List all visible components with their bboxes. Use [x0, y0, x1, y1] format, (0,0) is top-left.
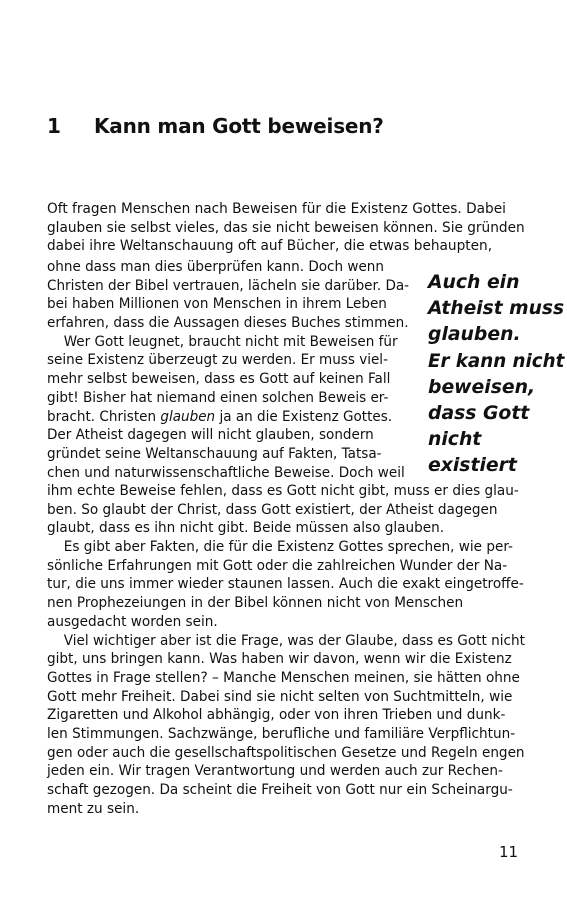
text-line: ihm echte Beweise fehlen, dass es Gott nicht gibt, muss er dies glau- — [47, 482, 519, 499]
text-line: glaubt, dass es ihn nicht gibt. Beide müssen also glauben. — [47, 519, 445, 537]
text-line: gibt, uns bringen kann. Was haben wir davon, wenn wir die Existenz — [47, 650, 512, 668]
text-line: bei haben Millionen von Menschen in ihrem Leben — [47, 295, 387, 313]
column-text — [47, 258, 437, 482]
text-line: ohne dass man dies überprüfen kann. Doch wenn — [47, 258, 384, 275]
text-line: ment zu sein. — [47, 799, 140, 817]
text-line: jeden ein. Wir tragen Verantwortung und werden auch zur Rechen- — [47, 762, 503, 780]
quote-line: Atheist muss — [428, 298, 565, 320]
text-line: Gott mehr Freiheit. Dabei sind sie nicht selten von Suchtmitteln, wie — [47, 687, 513, 705]
sidebar-quote — [428, 270, 563, 480]
text-line: dabei ihre Weltanschauung oft auf Bücher, die etwas behaupten, — [47, 237, 493, 255]
text-line: glauben sie selbst vieles, das sie nicht beweisen können. Sie gründen — [47, 218, 525, 236]
text-line: seine Existenz überzeugt zu werden. Er muss viel- — [47, 351, 388, 369]
text-line: gen oder auch die gesellschaftspolitischen Gesetze und Regeln engen — [47, 743, 525, 761]
quote-line: nicht — [428, 429, 482, 451]
quote-line: Er kann nicht — [428, 350, 565, 372]
emphasis-glauben: glauben — [160, 407, 216, 425]
text-line: Es gibt aber Fakten, die für die Existenz Gottes sprechen, wie per- — [63, 538, 513, 556]
quote-line: Auch ein — [428, 272, 520, 293]
page-number: 11 — [499, 843, 519, 861]
text-segment: ja an die Existenz Gottes. — [215, 407, 393, 425]
paragraph-continuation — [47, 482, 560, 818]
text-line: Wer Gott leugnet, braucht nicht mit Beweisen für — [63, 332, 398, 350]
text-line: Viel wichtiger aber ist die Frage, was der Glaube, dass es Gott nicht — [63, 631, 525, 649]
quote-line: beweisen, — [428, 376, 536, 398]
paragraph-intro — [47, 200, 557, 256]
text-line: ben. So glaubt der Christ, dass Gott existiert, der Atheist dagegen — [47, 500, 498, 518]
chapter-number: 1 — [47, 114, 61, 138]
text-line: Oft fragen Menschen nach Beweisen für die Existenz Gottes. Dabei — [47, 200, 506, 217]
text-line — [47, 408, 409, 427]
quote-line: glauben. — [428, 324, 521, 346]
text-line: mehr selbst beweisen, dass es Gott auf keinen Fall — [47, 370, 391, 388]
text-line: Zigaretten und Alkohol abhängig, oder von ihren Trieben und dunk- — [47, 706, 506, 724]
quote-line: dass Gott — [428, 403, 530, 425]
text-line: chen und naturwissenschaftliche Beweise. Doch weil — [47, 463, 405, 481]
text-line: gibt! Bisher hat niemand einen solchen Beweis er- — [47, 388, 389, 406]
text-line: schaft gezogen. Da scheint die Freiheit von Gott nur ein Scheinargu- — [47, 781, 513, 798]
text-line: Christen der Bibel vertrauen, lächeln sie darüber. Da- — [47, 276, 410, 294]
text-line: Der Atheist dagegen will nicht glauben, sondern — [47, 426, 374, 444]
text-line: erfahren, dass die Aussagen dieses Buches stimmen. — [47, 314, 409, 332]
text-line: len Stimmungen. Sachzwänge, berufliche und familiäre Verpflichtun- — [47, 724, 516, 742]
text-line: sönliche Erfahrungen mit Gott oder die zahlreichen Wunder der Na- — [47, 556, 508, 574]
text-segment: bracht. Christen — [47, 407, 161, 425]
text-line: tur, die uns immer wieder staunen lassen. Auch die exakt eingetroffe- — [47, 575, 524, 593]
text-line: Gottes in Frage stellen? – Manche Menschen meinen, sie hätten ohne — [47, 668, 520, 686]
chapter-heading — [47, 114, 384, 138]
text-line: nen Prophezeiungen in der Bibel können nicht von Menschen — [47, 594, 464, 612]
quote-line: existiert — [428, 455, 517, 477]
text-line: gründet seine Weltanschauung auf Fakten, Tatsa- — [47, 444, 382, 462]
chapter-title: Kann man Gott beweisen? — [94, 114, 384, 138]
text-line: ausgedacht worden sein. — [47, 612, 218, 630]
